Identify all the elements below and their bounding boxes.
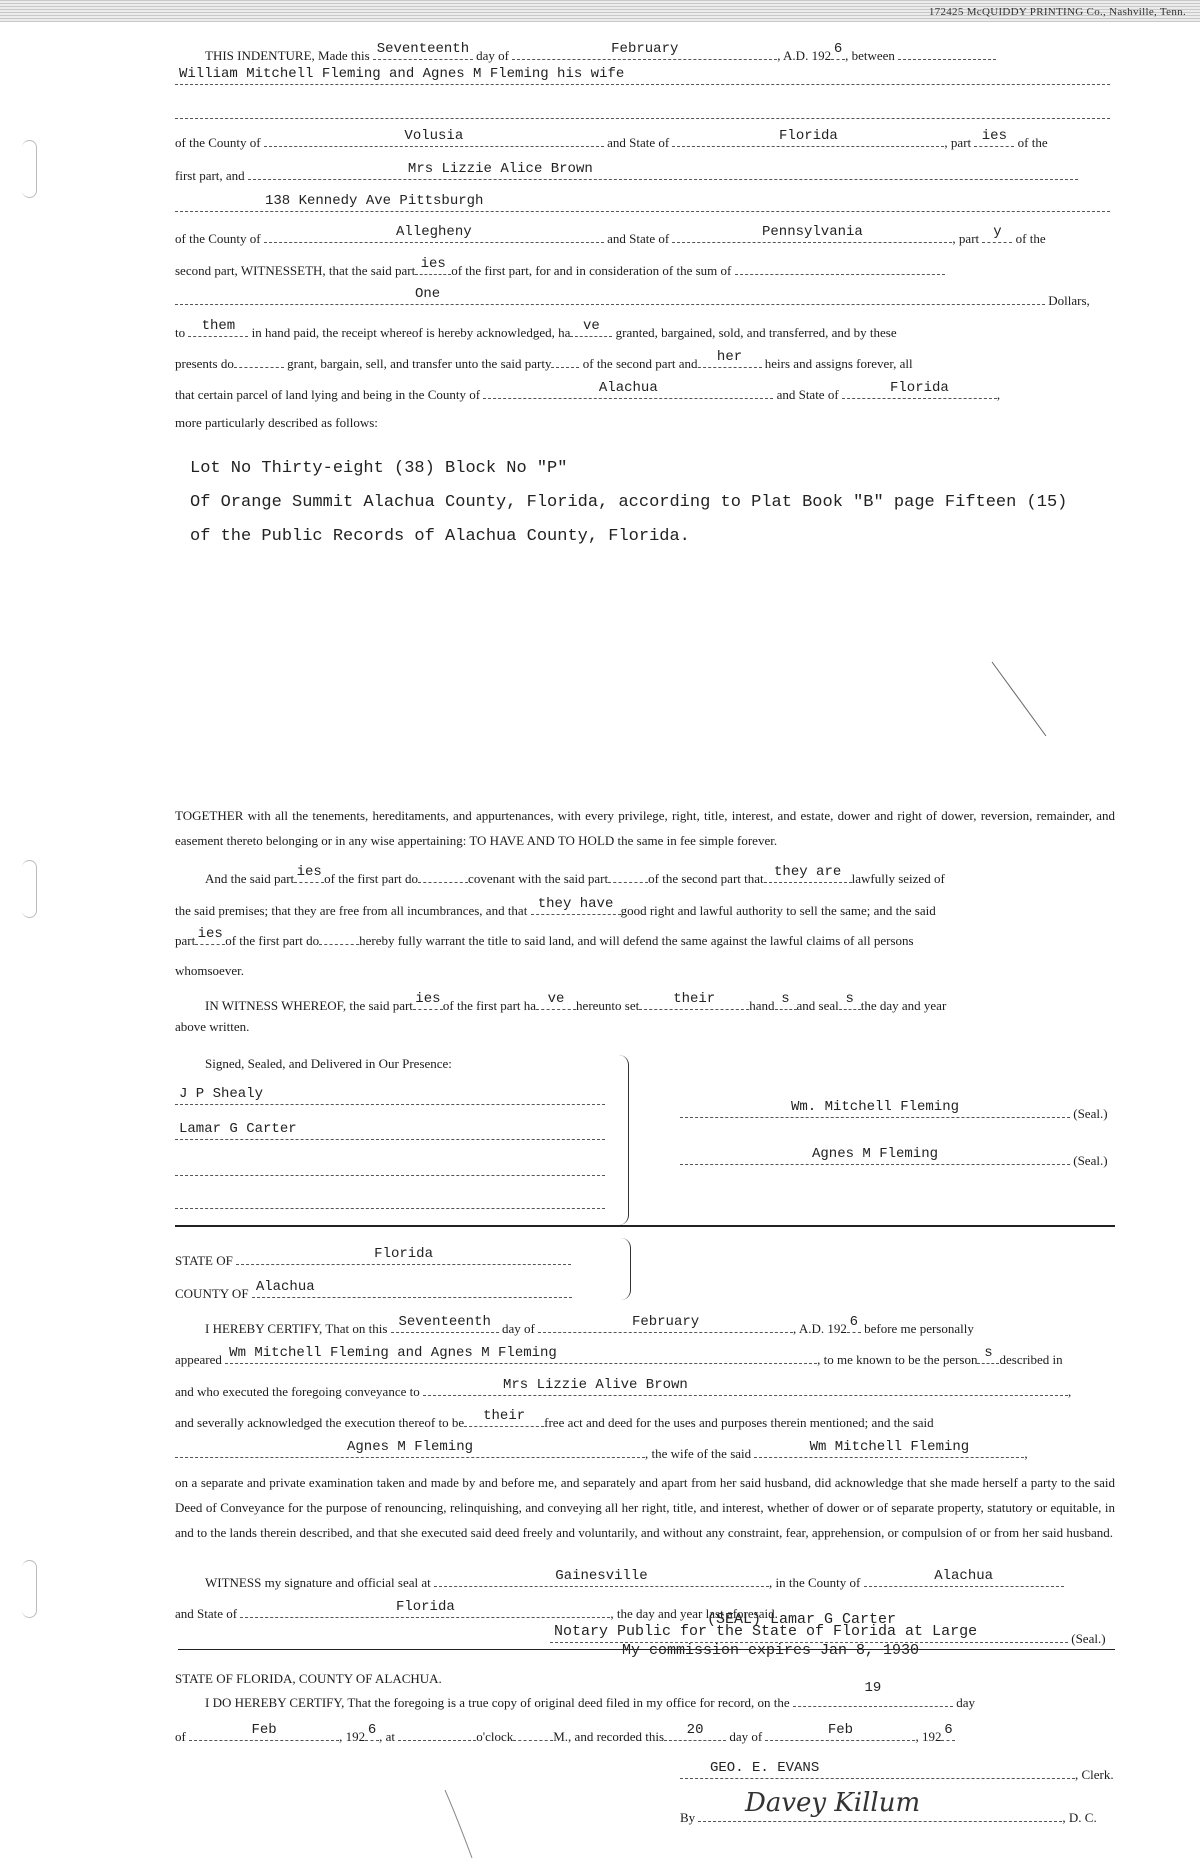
land-description [190, 452, 1067, 554]
whomsoever: whomsoever. [175, 963, 244, 978]
filed-day-field: 19 [793, 1692, 953, 1707]
filed-month-field: Feb [189, 1726, 339, 1741]
witness-2-line [175, 1121, 605, 1145]
notary-title-field: Notary Public for the State of Florida at Large [550, 1628, 1068, 1643]
grantors-field: William Mitchell Fleming and Agnes M Fleming his wife [175, 70, 1110, 85]
parcel-line: that certain parcel of land lying and being in the County of Alachua and State of Florida , [175, 380, 1001, 402]
ack-certify-line: I HEREBY CERTIFY, That on this Seventeenth day of February , A.D. 192 6 before me personally [205, 1314, 974, 1336]
rec-day-field: 20 [664, 1726, 726, 1741]
witness-brace [598, 1055, 629, 1225]
deputy-signature: Davey Killum [745, 1788, 921, 1818]
grantor-state-field: Florida [672, 132, 944, 147]
signed-label: Signed, Sealed, and Delivered in Our Presence: [205, 1056, 452, 1071]
ack-executed-line: and who executed the foregoing conveyance to Mrs Lizzie Alive Brown , [175, 1377, 1072, 1399]
clerk-filed-line: of Feb , 192 6 , at o'clock M., and recorded this 20 day of Feb , 192 6 [175, 1726, 955, 1746]
ack-county-field: Alachua [252, 1283, 572, 1298]
rec-month-field: Feb [765, 1726, 915, 1741]
ack-appeared-line: appeared Wm Mitchell Fleming and Agnes M Fleming , to me known to be the person s described in [175, 1345, 1063, 1367]
grantor-county-field: Volusia [264, 132, 604, 147]
witnesseth-line: second part, WITNESSETH, that the said part ies of the first part, for and in consideration of the sum of [175, 260, 945, 280]
signer-1-line: Wm. Mitchell Fleming (Seal.) [680, 1103, 1108, 1123]
land-state-field: Florida [842, 384, 997, 399]
signer-2-field: Agnes M Fleming [680, 1150, 1070, 1165]
description-line-3: of the Public Records of Alachua County, Florida. [190, 527, 690, 546]
grantee-state-field: Pennsylvania [672, 228, 952, 243]
ack-county-line: COUNTY OF Alachua [175, 1283, 572, 1303]
clerk-certify-line: I DO HEREBY CERTIFY, That the foregoing is a true copy of original deed filed in my office for record, on the 19 day [205, 1680, 975, 1710]
witness-1-field: J P Shealy [175, 1090, 605, 1105]
paid-line: to them in hand paid, the receipt whereof is hereby acknowledged, ha ve granted, bargained, sold, and transferred, and by these [175, 318, 897, 340]
description-line-1: Lot No Thirty-eight (38) Block No "P" [190, 459, 568, 478]
ack-grantee-field: Mrs Lizzie Alive Brown [423, 1381, 1068, 1396]
above-written: above written. [175, 1019, 250, 1034]
land-county-field: Alachua [483, 384, 773, 399]
ack-place-county-field: Alachua [864, 1572, 1064, 1587]
grantee-county-field: Allegheny [264, 228, 604, 243]
grantee-address-line [175, 193, 1110, 217]
indenture-line: THIS INDENTURE, Made this Seventeenth day of February , A.D. 192 6 , between [205, 45, 996, 65]
presents-line: presents do grant, bargain, sell, and transfer unto the said party of the second part and her heirs and assigns forever, all [175, 349, 913, 371]
stray-mark-line [992, 662, 1046, 736]
sum-line: One Dollars, [175, 290, 1090, 310]
month-field: February [512, 45, 777, 60]
ack-state-sig-line: and State of Florida , the day and year last aforesaid. [175, 1599, 778, 1621]
grantee-address-field: 138 Kennedy Ave Pittsburgh [175, 197, 1110, 212]
clerk-name-field: GEO. E. EVANS [680, 1764, 1075, 1779]
together-clause: TOGETHER with all the tenements, hereditaments, and appurtenances, with every privilege, right, title, interest, and estate, dower and right of dower, reversion, remainder, and easement thereto belonging or in any wise appertaining: TO HAVE AND TO HOLD the same in fee simple forever. [175, 808, 1115, 848]
grantee-county-line: of the County of Allegheny and State of Pennsylvania , part y of the [175, 224, 1046, 246]
clerk-heading: STATE OF FLORIDA, COUNTY OF ALACHUA. [175, 1671, 442, 1686]
premises-line: the said premises; that they are free from all incumbrances, and that they have good right and lawful authority to sell the same; and the said [175, 896, 936, 918]
signer-1-field: Wm. Mitchell Fleming [680, 1103, 1070, 1118]
grantee-field: Mrs Lizzie Alice Brown [248, 165, 1078, 180]
binding-crease [440, 1790, 480, 1860]
witness-1-line [175, 1086, 605, 1110]
signer-2-line: Agnes M Fleming (Seal.) [680, 1150, 1108, 1170]
year-field: 6 [831, 45, 845, 60]
printer-mark: 172425 McQUIDDY PRINTING Co., Nashville, Tenn. [928, 6, 1186, 18]
notary-expires: My commission expires Jan 8, 1930 [622, 1642, 920, 1659]
ack-wife-line: Agnes M Fleming , the wife of the said Wm Mitchell Fleming , [175, 1443, 1028, 1463]
description-line-2: Of Orange Summit Alachua County, Florida, according to Plat Book "B" page Fifteen (15) [190, 493, 1068, 512]
witness-2-field: Lamar G Carter [175, 1125, 605, 1140]
ack-state-field: Florida [236, 1250, 571, 1265]
day-field: Seventeenth [373, 45, 473, 60]
stray-mark [990, 660, 1050, 740]
ack-witness-sig-line: WITNESS my signature and official seal at Gainesville , in the County of Alachua [205, 1572, 1064, 1592]
notary-seal-signature: (SEAL) Lamar G Carter [707, 1611, 897, 1628]
section-divider [175, 1225, 1115, 1227]
notary-title-line: Notary Public for the State of Florida at Large (Seal.) [550, 1628, 1106, 1648]
in-witness-line: IN WITNESS WHEREOF, the said part ies of the first part ha ve hereunto set their hand s and seal s the day and year [205, 991, 947, 1013]
ack-severally-line: and severally acknowledged the execution thereof to be their free act and deed for the uses and purposes therein mentioned; and the said [175, 1408, 934, 1430]
ack-brace [612, 1238, 631, 1300]
ack-wife-field: Agnes M Fleming [175, 1443, 645, 1458]
described-label: more particularly described as follows: [175, 415, 378, 430]
ack-body: on a separate and private examination taken and made by and before me, and separately and apart from her said husband, did acknowledge that she made herself a party to the said Deed of Conveyance for the purpose of renouncing, relinquishing, and conveying all her right, title, and interest, whether of dower or of separate property, statutory or equitable, in and to the lands therein described, and that she executed said deed freely and voluntarily, and without any constraint, fear, apprehension, or compulsion of or from her said husband. [175, 1475, 1115, 1540]
ack-place-field: Gainesville [434, 1572, 769, 1587]
clerk-name-line: GEO. E. EVANS , Clerk. [680, 1764, 1114, 1784]
punch-hole-1 [22, 140, 37, 198]
grantee-line: first part, and Mrs Lizzie Alice Brown [175, 165, 1078, 185]
sum-field: One [175, 290, 1045, 305]
covenant-line: And the said part ies of the first part do covenant with the said part of the second part that they are lawfully seized of [205, 864, 945, 886]
punch-hole-3 [22, 1560, 37, 1618]
deputy-line: By , D. C. [680, 1807, 1097, 1827]
grantor-county-line: of the County of Volusia and State of Florida , part ies of the [175, 128, 1048, 150]
grantors-line [175, 66, 1110, 90]
ack-place-state-field: Florida [240, 1603, 610, 1618]
warrant-line: part ies of the first part do hereby fully warrant the title to said land, and will defend the same against the lawful claims of all persons [175, 926, 914, 948]
ack-husband-field: Wm Mitchell Fleming [754, 1443, 1024, 1458]
punch-hole-2 [22, 860, 37, 918]
ack-state-line: STATE OF Florida [175, 1250, 571, 1270]
binding-crease-path [445, 1790, 472, 1858]
ack-appeared-field: Wm Mitchell Fleming and Agnes M Fleming [225, 1349, 817, 1364]
